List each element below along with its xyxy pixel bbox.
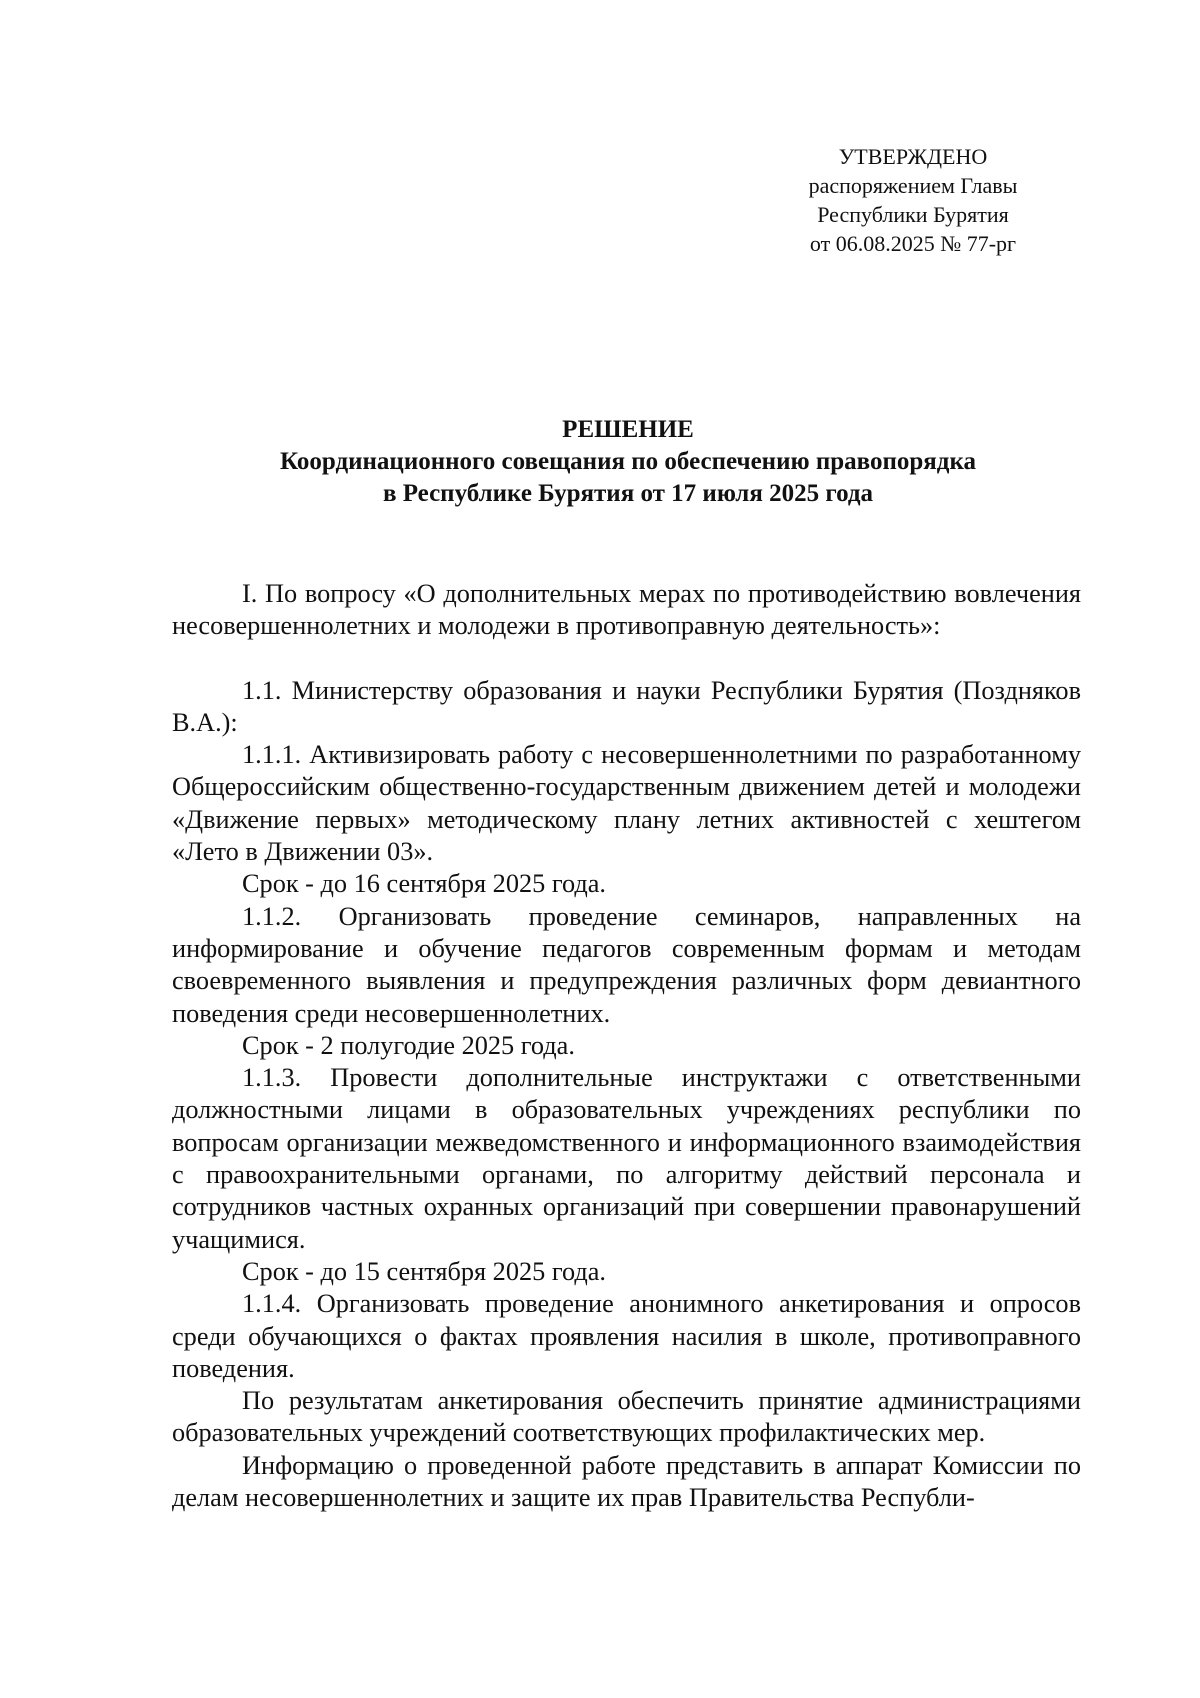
approval-authority: Республики Бурятия (817, 202, 1009, 227)
paragraph-survey-results: По результатам анкетирования обеспечить принятие администрациями образовательных учреждений соответствующих профилактических мер. (172, 1386, 1081, 1448)
document-title (172, 414, 1084, 510)
deadline-2: Срок - 2 полугодие 2025 года. (242, 1030, 575, 1060)
paragraph-1-1-2: 1.1.2. Организовать проведение семинаров, направленных на информирование и обучение педагогов современным формам и методам своевременного выявления и предупреждения различных форм девиантного поведения среди несовершеннолетних. (172, 901, 1081, 1028)
paragraph-report-info: Информацию о проведенной работе представить в аппарат Комиссии по делам несовершеннолетних и защите их прав Правительства Республи- (172, 1450, 1081, 1513)
paragraph-1-1: 1.1. Министерству образования и науки Республики Бурятия (Поздняков В.А.): (172, 675, 1081, 737)
paragraph-1-1-1: 1.1.1. Активизировать работу с несовершеннолетними по разработанному Общероссийским общественно-государственным движением детей и молодежи «Движение первых» методическому плану летних активностей с хештегом «Лето в Движении 03». (172, 740, 1081, 867)
title-subtitle-date: в Республике Бурятия от 17 июля 2025 года (382, 480, 874, 507)
section-heading: I. По вопросу «О дополнительных мерах по противодействию вовлечения несовершеннолетних и молодежи в противоправную деятельность»: (172, 579, 1081, 641)
title-subtitle: Координационного совещания по обеспечению правопорядка (280, 448, 976, 475)
approval-status: УТВЕРЖДЕНО (838, 144, 988, 169)
paragraph-1-1-3: 1.1.3. Провести дополнительные инструктажи с ответственными должностными лицами в образовательных учреждениях республики по вопросам организации межведомственного и информационного взаимодействия с правоохранительными органами, по алгоритму действий персонала и сотрудников частных охранных организаций при совершении правонарушений учащимися. (172, 1063, 1081, 1254)
deadline-3: Срок - до 15 сентября 2025 года. (242, 1256, 606, 1286)
deadline-1: Срок - до 16 сентября 2025 года. (242, 869, 606, 899)
paragraph-1-1-4: 1.1.4. Организовать проведение анонимного анкетирования и опросов среди обучающихся о фактах проявления насилия в школе, противоправного поведения. (172, 1289, 1081, 1383)
approval-basis: распоряжением Главы (808, 173, 1018, 198)
document-body (172, 578, 1081, 1514)
title-heading: РЕШЕНИЕ (562, 416, 694, 443)
approval-date-number: от 06.08.2025 № 77-рг (809, 231, 1017, 256)
approval-stamp (778, 142, 1048, 258)
